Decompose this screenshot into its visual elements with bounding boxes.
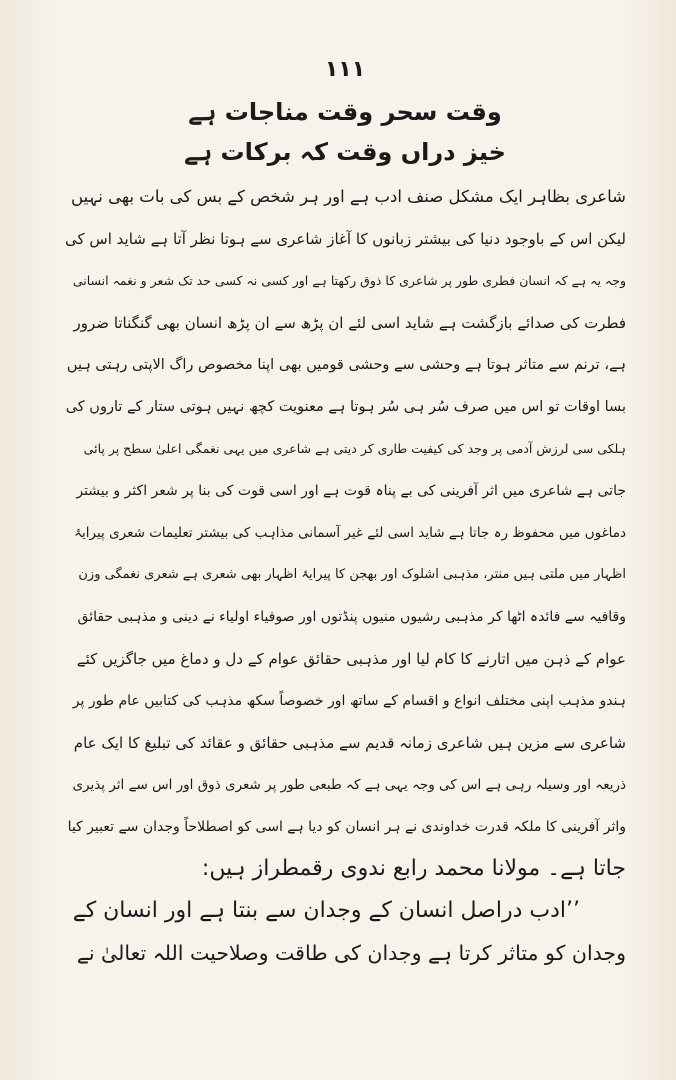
text-line: ہلکی سی لرزش آدمی پر وجد کی کیفیت طاری کر دیتی ہے شاعری میں یہی نغمگی اعلیٰ سطح پر پائی xyxy=(83,441,626,456)
verse-block xyxy=(64,92,626,172)
text-line: بسا اوقات تو اس میں صرف سُر ہی سُر ہوتا ہے معنویت کچھ نہیں ہوتی ستار کے تاروں کی xyxy=(65,399,626,415)
text-line: جاتی ہے شاعری میں اثر آفرینی کی بے پناہ قوت ہے اور اسی قوت کی بنا پر شعر اکثر و بیشتر xyxy=(76,483,626,499)
quote-line: ’’ادب دراصل انسان کے وجدان سے بنتا ہے اور انسان کے xyxy=(72,898,580,923)
quotation xyxy=(64,890,626,974)
text-line: شاعری سے مزین ہیں شاعری زمانہ قدیم سے مذہبی حقائق و عقائد کی تبلیغ کا ایک عام xyxy=(73,734,626,752)
text-line: ذریعہ اور وسیلہ رہی ہے اس کی وجہ یہی ہے کہ طبعی طور پر شعری ذوق اور اس سے اثر پذیری xyxy=(72,777,626,793)
text-line: اظہار میں ملتی ہیں منتر، مذہبی اشلوک اور بھجن کا پیرایۂ اظہار بھی شعری ہے شعری نغمگی وزن xyxy=(78,567,626,582)
quote-line: وجدان کو متاثر کرتا ہے وجدان کی طاقت وصلاحیت اللہ تعالیٰ نے xyxy=(76,941,626,965)
text-line: ہندو مذہب اپنی مختلف انواع و اقسام کے ساتھ اور خصوصاً سکھ مذہب کی کتابیں عام طور پر xyxy=(72,693,626,709)
text-line: وجہ یہ ہے کہ انسان فطری طور پر شاعری کا ذوق رکھتا ہے اور کسی نہ کسی حد تک شعر و نغمہ انسانی xyxy=(72,273,626,288)
body-text xyxy=(64,176,626,890)
text-line: فطرت کی صدائے بازگشت ہے شاید اسی لئے ان پڑھ سے ان پڑھ انسان بھی گنگناتا ضرور xyxy=(73,314,626,332)
text-line: لیکن اس کے باوجود دنیا کی بیشتر زبانوں کا آغاز شاعری سے ہوتا نظر آتا ہے شاید اس کی xyxy=(65,230,626,248)
text-line: شاعری بظاہر ایک مشکل صنف ادب ہے اور ہر شخص کے بس کی بات بھی نہیں xyxy=(71,187,626,206)
text-line: جاتا ہے۔ مولانا محمد رابع ندوی رقمطراز ہیں: xyxy=(201,856,626,881)
verse-line: وقت سحر وقت مناجات ہے xyxy=(188,98,502,126)
text-line: وقافیہ سے فائدہ اٹھا کر مذہبی رشیوں منیوں پنڈتوں اور صوفیاء اولیاء نے دینی و مذہبی حقائق xyxy=(77,609,626,625)
text-line: عوام کے ذہن میں اتارنے کا کام لیا اور مذہبی حقائق عوام کے دل و دماغ میں جاگزیں کئے xyxy=(76,650,626,668)
text-line: واثر آفرینی کا ملکہ قدرت خداوندی نے ہر انسان کو دیا ہے اسی کو اصطلاحاً وجدان سے تعبیر کیا xyxy=(67,819,626,835)
text-line: ہے، ترنم سے متاثر ہوتا ہے وحشی سے وحشی قومیں بھی اپنا مخصوص راگ الاپتی رہتی ہیں xyxy=(66,357,626,373)
page-number: ١١١ xyxy=(324,57,366,82)
text-line: دماغوں میں محفوظ رہ جاتا ہے شاید اسی لئے غیر آسمانی مذاہب کی بیشتر تعلیمات شعری پیرایۂ xyxy=(74,525,626,541)
verse-line: خیز دراں وقت کہ برکات ہے xyxy=(184,138,506,166)
